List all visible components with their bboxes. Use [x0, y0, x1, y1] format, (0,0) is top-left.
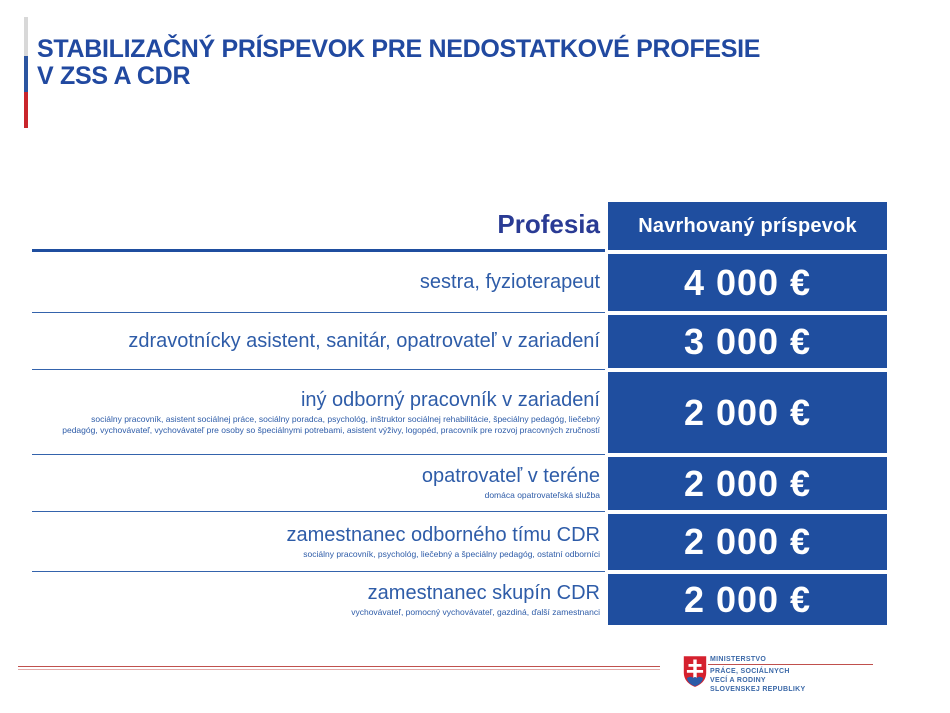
slovak-coat-of-arms-icon — [683, 655, 707, 688]
allowance-cell — [608, 313, 887, 370]
table-header-row — [32, 200, 887, 252]
title-accent-bar — [24, 17, 28, 128]
ministry-line: SLOVENSKEJ REPUBLIKY — [710, 686, 806, 693]
allowance-table — [32, 200, 887, 627]
profession-cell — [32, 512, 605, 572]
allowance-cell — [608, 455, 887, 512]
profession-cell — [32, 572, 605, 627]
allowance-amount: 2 000 € — [608, 372, 887, 453]
allowance-amount: 2 000 € — [608, 514, 887, 570]
title-line-2: V ZSS A CDR — [37, 62, 191, 90]
table-row — [32, 512, 887, 572]
table-row — [32, 370, 887, 455]
accent-segment-blue — [24, 56, 28, 92]
table-row — [32, 313, 887, 370]
footer-divider-line — [18, 666, 660, 670]
accent-segment-gray — [24, 17, 28, 56]
profession-cell — [32, 252, 605, 313]
allowance-amount: 2 000 € — [608, 574, 887, 625]
profession-label: zamestnanec skupín CDR — [367, 581, 600, 604]
profession-label: zdravotnícky asistent, sanitár, opatrovateľ v zariadení — [128, 329, 600, 352]
profession-details: sociálny pracovník, psychológ, liečebný a špeciálny pedagóg, ostatní odborníci — [303, 548, 600, 559]
header-profession-cell — [32, 200, 605, 252]
profession-cell — [32, 455, 605, 512]
table-row — [32, 572, 887, 627]
allowance-cell — [608, 252, 887, 313]
profession-details: sociálny pracovník, asistent sociálnej práce, sociálny poradca, psychológ, inštruktor sociálnej rehabilitácie, špeciálny pedagóg, liečebný pedagóg, vychovávateľ, vychovávateľ pre osoby so špeciálnymi potrebami, asistent výživy, logopéd, pracovník pre rozvoj pracovných zručností — [62, 413, 600, 435]
header-allowance-cell — [608, 200, 887, 252]
profession-cell — [32, 370, 605, 455]
profession-label: opatrovateľ v teréne — [421, 465, 600, 487]
ministry-line: MINISTERSTVO — [710, 656, 767, 663]
ministry-line: PRÁCE, SOCIÁLNYCH — [710, 668, 790, 675]
title-line-1: STABILIZAČNÝ PRÍSPEVOK PRE NEDOSTATKOVÉ PROFESIE — [37, 35, 761, 63]
profession-details: vychovávateľ, pomocný vychovávateľ, gazdiná, ďalší zamestnanci — [351, 606, 600, 617]
table-row — [32, 455, 887, 512]
header-profession-label: Profesia — [497, 209, 600, 239]
ministry-line: VECÍ A RODINY — [710, 677, 766, 684]
profession-label: sestra, fyzioterapeut — [419, 270, 600, 293]
ministry-logo-text — [710, 655, 805, 694]
allowance-cell — [608, 572, 887, 627]
table-row — [32, 252, 887, 313]
allowance-amount: 3 000 € — [608, 315, 887, 368]
accent-segment-red — [24, 92, 28, 128]
profession-label: iný odborný pracovník v zariadení — [300, 388, 600, 411]
allowance-cell — [608, 370, 887, 455]
profession-details: domáca opatrovateľská služba — [484, 490, 600, 500]
allowance-cell — [608, 512, 887, 572]
profession-label: zamestnanec odborného tímu CDR — [286, 523, 600, 546]
profession-cell — [32, 313, 605, 370]
page-title — [37, 36, 760, 90]
allowance-amount: 2 000 € — [608, 457, 887, 510]
header-allowance-label: Navrhovaný príspevok — [608, 202, 887, 250]
allowance-amount: 4 000 € — [608, 254, 887, 311]
